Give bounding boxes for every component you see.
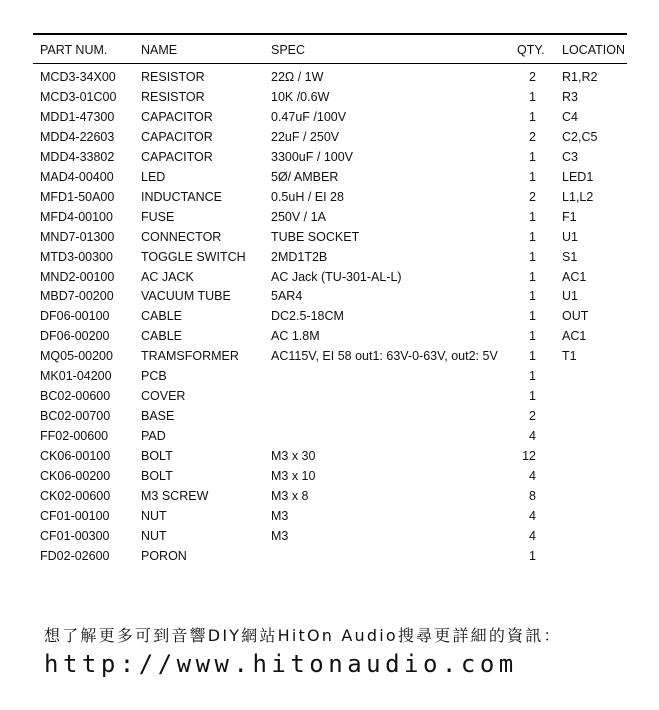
cell-qty: 1 <box>529 149 536 164</box>
cell-qty: 1 <box>529 89 536 104</box>
cell-qty: 1 <box>529 269 536 284</box>
cell-location: AC1 <box>562 329 587 344</box>
cell-spec: 22uF / 250V <box>271 129 340 144</box>
cell-spec: 3300uF / 100V <box>271 149 354 164</box>
cell-spec: 250V / 1A <box>271 209 326 224</box>
cell-name: M3 SCREW <box>141 488 209 503</box>
cell-location: C4 <box>562 109 578 124</box>
cell-name: LED <box>141 169 166 184</box>
cell-name: COVER <box>141 389 186 404</box>
cell-qty: 1 <box>529 548 536 563</box>
cell-location: AC1 <box>562 269 587 284</box>
cell-name: CAPACITOR <box>141 129 213 144</box>
cell-qty: 1 <box>529 329 536 344</box>
cell-name: BOLT <box>141 469 173 483</box>
cell-part: MDD1-47300 <box>40 109 115 124</box>
table-row <box>0 109 659 129</box>
cell-name: TOGGLE SWITCH <box>141 249 246 264</box>
cell-part: BC02-00700 <box>40 409 111 424</box>
cell-spec: AC 1.8M <box>271 329 320 344</box>
cell-part: CK02-00600 <box>40 488 111 503</box>
cell-spec: 5Ø/ AMBER <box>271 169 339 184</box>
cell-name: CABLE <box>141 309 182 324</box>
cell-name: RESISTOR <box>141 89 205 104</box>
cell-name: BOLT <box>141 449 173 464</box>
table-row <box>0 548 659 568</box>
cell-spec: AC Jack (TU-301-AL-L) <box>271 269 402 284</box>
cell-qty: 1 <box>529 349 536 364</box>
cell-location: R3 <box>562 89 578 104</box>
cell-part: MK01-04200 <box>40 369 112 384</box>
cell-part: BC02-00600 <box>40 389 111 404</box>
cell-spec: AC115V, EI 58 out1: 63V-0-63V, out2: 5V <box>271 349 498 364</box>
table-row <box>0 249 659 269</box>
cell-part: DF06-00100 <box>40 309 110 324</box>
cell-location: U1 <box>562 289 578 304</box>
cell-name: TRAMSFORMER <box>141 349 239 364</box>
cell-qty: 4 <box>529 528 536 543</box>
cell-location: U1 <box>562 229 578 244</box>
cell-spec: M3 x 10 <box>271 469 316 483</box>
header-spec: SPEC <box>271 43 306 57</box>
table-row <box>0 229 659 249</box>
table-row <box>0 288 659 308</box>
cell-part: CF01-00300 <box>40 528 110 543</box>
table-row <box>0 328 659 348</box>
cell-location: F1 <box>562 209 577 224</box>
cell-name: PCB <box>141 369 167 384</box>
table-row <box>0 69 659 89</box>
cell-spec: TUBE SOCKET <box>271 229 360 244</box>
cell-part: FF02-00600 <box>40 429 109 444</box>
cell-location: LED1 <box>562 169 594 184</box>
table-row <box>0 129 659 149</box>
cell-name: NUT <box>141 508 167 523</box>
cell-qty: 2 <box>529 129 536 144</box>
header-qty: QTY. <box>517 43 545 57</box>
cell-qty: 8 <box>529 488 536 503</box>
cell-part: MND2-00100 <box>40 269 115 284</box>
table-row <box>0 348 659 368</box>
table-row <box>0 388 659 408</box>
cell-part: MCD3-01C00 <box>40 89 117 104</box>
cell-qty: 1 <box>529 289 536 304</box>
cell-spec: 0.5uH / EI 28 <box>271 189 344 204</box>
cell-spec: M3 x 8 <box>271 488 309 503</box>
table-row <box>0 408 659 428</box>
cell-location: L1,L2 <box>562 189 594 204</box>
cell-spec: 22Ω / 1W <box>271 70 324 84</box>
table-row <box>0 169 659 189</box>
cell-part: DF06-00200 <box>40 329 110 344</box>
cell-part: CK06-00200 <box>40 469 111 483</box>
cell-spec: 5AR4 <box>271 289 303 304</box>
cell-location: S1 <box>562 249 578 264</box>
cell-name: CAPACITOR <box>141 149 213 164</box>
table-row <box>0 89 659 109</box>
cell-part: MQ05-00200 <box>40 349 113 364</box>
table-row <box>0 488 659 508</box>
cell-name: FUSE <box>141 209 175 224</box>
cell-name: RESISTOR <box>141 70 205 84</box>
cell-part: CK06-00100 <box>40 449 111 464</box>
cell-name: VACUUM TUBE <box>141 289 231 304</box>
table-row <box>0 468 659 488</box>
table-top-rule <box>33 33 627 35</box>
table-row <box>0 189 659 209</box>
table-row <box>0 528 659 548</box>
cell-qty: 1 <box>529 249 536 264</box>
cell-name: NUT <box>141 528 167 543</box>
table-row <box>0 149 659 169</box>
cell-name: PAD <box>141 429 166 444</box>
cell-qty: 4 <box>529 508 536 523</box>
cell-part: MND7-01300 <box>40 229 115 244</box>
cell-spec: M3 <box>271 508 289 523</box>
header-part-number: PART NUM. <box>40 43 108 57</box>
cell-qty: 4 <box>529 429 536 444</box>
cell-part: MDD4-33802 <box>40 149 115 164</box>
cell-qty: 1 <box>529 229 536 244</box>
footer-url[interactable]: http://www.hitonaudio.com <box>44 650 518 678</box>
table-row <box>0 508 659 528</box>
table-row <box>0 428 659 448</box>
header-rule <box>33 63 627 64</box>
table-row <box>0 368 659 388</box>
cell-qty: 1 <box>529 169 536 184</box>
cell-qty: 2 <box>529 409 536 424</box>
cell-name: CONNECTOR <box>141 229 222 244</box>
cell-qty: 4 <box>529 469 536 483</box>
cell-qty: 1 <box>529 309 536 324</box>
cell-location: C2,C5 <box>562 129 598 144</box>
cell-spec: 2MD1T2B <box>271 249 328 264</box>
cell-location: OUT <box>562 309 589 324</box>
cell-spec: M3 <box>271 528 289 543</box>
cell-qty: 2 <box>529 189 536 204</box>
table-row <box>0 448 659 468</box>
cell-location: T1 <box>562 349 577 364</box>
cell-location: C3 <box>562 149 578 164</box>
cell-part: MDD4-22603 <box>40 129 115 144</box>
cell-qty: 1 <box>529 389 536 404</box>
cell-qty: 12 <box>522 449 536 464</box>
footer-note: 想了解更多可到音響DIY網站HitOn Audio搜尋更詳細的資訊： <box>44 626 562 645</box>
cell-part: FD02-02600 <box>40 548 110 563</box>
table-row <box>0 269 659 289</box>
cell-name: CABLE <box>141 329 182 344</box>
cell-name: PORON <box>141 548 187 563</box>
table-row <box>0 308 659 328</box>
cell-part: MFD1-50A00 <box>40 189 115 204</box>
cell-name: BASE <box>141 409 175 424</box>
cell-name: INDUCTANCE <box>141 189 223 204</box>
cell-part: MCD3-34X00 <box>40 70 116 84</box>
cell-qty: 1 <box>529 369 536 384</box>
cell-spec: 10K /0.6W <box>271 89 330 104</box>
cell-part: MBD7-00200 <box>40 289 114 304</box>
cell-part: CF01-00100 <box>40 508 110 523</box>
cell-location: R1,R2 <box>562 70 598 84</box>
cell-qty: 1 <box>529 109 536 124</box>
cell-part: MTD3-00300 <box>40 249 113 264</box>
cell-spec: 0.47uF /100V <box>271 109 347 124</box>
cell-qty: 2 <box>529 70 536 84</box>
cell-qty: 1 <box>529 209 536 224</box>
cell-spec: DC2.5-18CM <box>271 309 344 324</box>
cell-spec: M3 x 30 <box>271 449 316 464</box>
cell-name: CAPACITOR <box>141 109 213 124</box>
header-location: LOCATION <box>562 43 625 57</box>
table-row <box>0 209 659 229</box>
cell-name: AC JACK <box>141 269 194 284</box>
cell-part: MFD4-00100 <box>40 209 113 224</box>
header-name: NAME <box>141 43 178 57</box>
cell-part: MAD4-00400 <box>40 169 114 184</box>
